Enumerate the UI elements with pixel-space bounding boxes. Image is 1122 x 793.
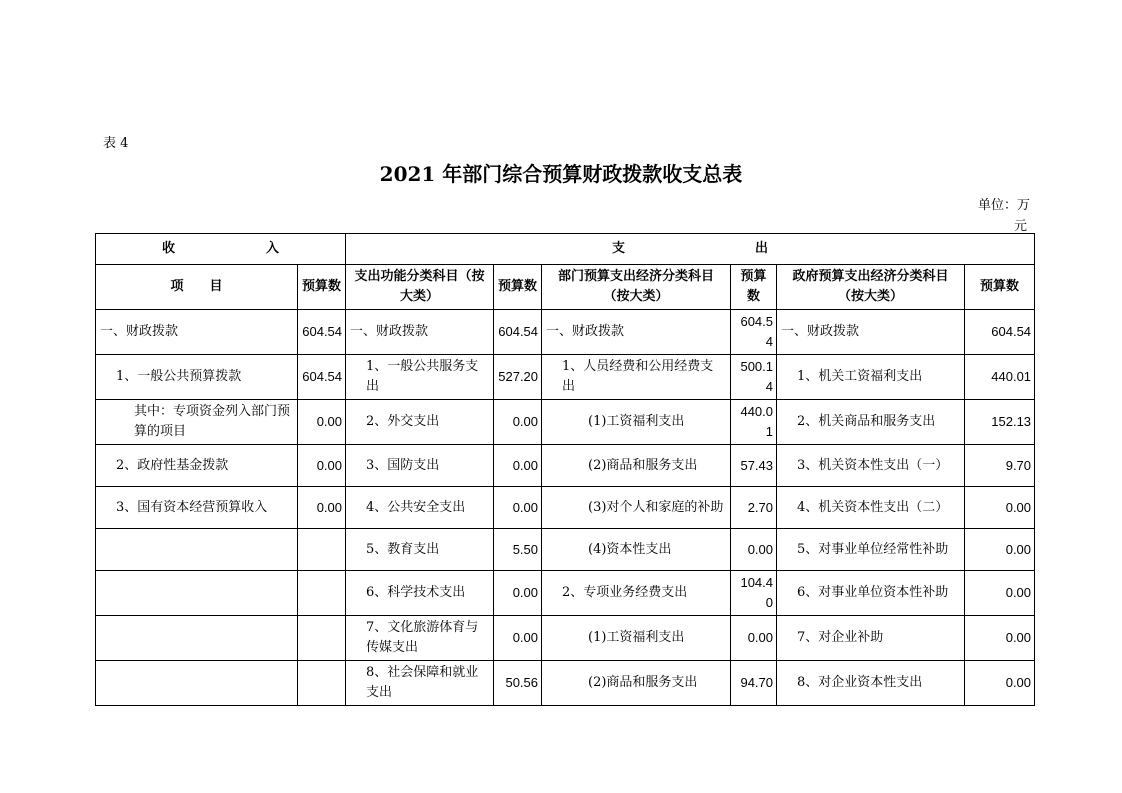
func-item: 6、科学技术支出 [346, 571, 494, 616]
func-value: 527.20 [494, 355, 542, 400]
func-item: 2、外交支出 [346, 400, 494, 445]
func-item: 5、教育支出 [346, 529, 494, 571]
income-item: 1、一般公共预算拨款 [96, 355, 298, 400]
income-value [298, 616, 346, 661]
dept-item: (3)对个人和家庭的补助 [542, 487, 731, 529]
gov-item: 5、对事业单位经常性补助 [777, 529, 965, 571]
header-row-2 [96, 265, 1035, 310]
unit-label: 单位：万 [978, 198, 1031, 213]
table-row [96, 616, 1035, 661]
func-item: 3、国防支出 [346, 445, 494, 487]
dept-item: (2)商品和服务支出 [542, 445, 731, 487]
gov-item: 4、机关资本性支出（二） [777, 487, 965, 529]
func-category-header: 支出功能分类科目（按大类） [346, 265, 494, 310]
item-header: 项 目 [96, 265, 298, 310]
dept-item: 2、专项业务经费支出 [542, 571, 731, 616]
income-header: 收 入 [96, 234, 346, 265]
gov-value: 152.13 [965, 400, 1035, 445]
income-value [298, 529, 346, 571]
budget-summary-table [95, 233, 1035, 706]
gov-value: 0.00 [965, 571, 1035, 616]
func-value: 0.00 [494, 487, 542, 529]
dept-value: 440.01 [731, 400, 777, 445]
gov-value: 9.70 [965, 445, 1035, 487]
dept-item: (1)工资福利支出 [542, 400, 731, 445]
income-item [96, 529, 298, 571]
dept-value: 94.70 [731, 661, 777, 706]
table-number: 表 4 [103, 136, 129, 151]
table-row [96, 355, 1035, 400]
dept-value: 604.54 [731, 310, 777, 355]
dept-item: (4)资本性支出 [542, 529, 731, 571]
gov-item: 7、对企业补助 [777, 616, 965, 661]
dept-budget-header: 预算数 [731, 265, 777, 310]
unit-label-continued: 元 [1014, 219, 1028, 234]
income-value: 604.54 [298, 355, 346, 400]
gov-value: 0.00 [965, 487, 1035, 529]
func-item: 7、文化旅游体育与传媒支出 [346, 616, 494, 661]
table-row [96, 571, 1035, 616]
func-value: 0.00 [494, 571, 542, 616]
income-value [298, 571, 346, 616]
gov-item: 3、机关资本性支出（一） [777, 445, 965, 487]
dept-value: 0.00 [731, 529, 777, 571]
income-value [298, 661, 346, 706]
func-budget-header: 预算数 [494, 265, 542, 310]
table-row [96, 445, 1035, 487]
income-item [96, 571, 298, 616]
gov-value: 440.01 [965, 355, 1035, 400]
expense-header: 支 出 [346, 234, 1035, 265]
dept-item: 一、财政拨款 [542, 310, 731, 355]
income-value: 0.00 [298, 400, 346, 445]
dept-value: 500.14 [731, 355, 777, 400]
gov-item: 一、财政拨款 [777, 310, 965, 355]
gov-item: 8、对企业资本性支出 [777, 661, 965, 706]
gov-budget-header: 预算数 [965, 265, 1035, 310]
func-item: 1、一般公共服务支出 [346, 355, 494, 400]
gov-item: 2、机关商品和服务支出 [777, 400, 965, 445]
func-value: 5.50 [494, 529, 542, 571]
dept-item: 1、人员经费和公用经费支出 [542, 355, 731, 400]
income-value: 604.54 [298, 310, 346, 355]
dept-value: 57.43 [731, 445, 777, 487]
income-item [96, 616, 298, 661]
table-row [96, 487, 1035, 529]
income-value: 0.00 [298, 445, 346, 487]
income-item: 一、财政拨款 [96, 310, 298, 355]
table-row [96, 400, 1035, 445]
income-item [96, 661, 298, 706]
gov-value: 0.00 [965, 616, 1035, 661]
header-row-1 [96, 234, 1035, 265]
dept-item: (2)商品和服务支出 [542, 661, 731, 706]
table-row [96, 661, 1035, 706]
dept-econ-category-header: 部门预算支出经济分类科目（按大类） [542, 265, 731, 310]
income-item: 其中：专项资金列入部门预算的项目 [96, 400, 298, 445]
func-value: 50.56 [494, 661, 542, 706]
gov-item: 6、对事业单位资本性补助 [777, 571, 965, 616]
dept-value: 2.70 [731, 487, 777, 529]
dept-value: 104.40 [731, 571, 777, 616]
gov-item: 1、机关工资福利支出 [777, 355, 965, 400]
gov-value: 0.00 [965, 661, 1035, 706]
table-row [96, 529, 1035, 571]
income-item: 3、国有资本经营预算收入 [96, 487, 298, 529]
table-row [96, 310, 1035, 355]
func-value: 0.00 [494, 400, 542, 445]
gov-econ-category-header: 政府预算支出经济分类科目（按大类） [777, 265, 965, 310]
gov-value: 604.54 [965, 310, 1035, 355]
gov-value: 0.00 [965, 529, 1035, 571]
func-item: 一、财政拨款 [346, 310, 494, 355]
func-value: 604.54 [494, 310, 542, 355]
func-value: 0.00 [494, 616, 542, 661]
income-budget-header: 预算数 [298, 265, 346, 310]
dept-value: 0.00 [731, 616, 777, 661]
income-item: 2、政府性基金拨款 [96, 445, 298, 487]
func-value: 0.00 [494, 445, 542, 487]
dept-item: (1)工资福利支出 [542, 616, 731, 661]
func-item: 4、公共安全支出 [346, 487, 494, 529]
page-title: 2021 年部门综合预算财政拨款收支总表 [379, 162, 743, 186]
income-value: 0.00 [298, 487, 346, 529]
func-item: 8、社会保障和就业支出 [346, 661, 494, 706]
